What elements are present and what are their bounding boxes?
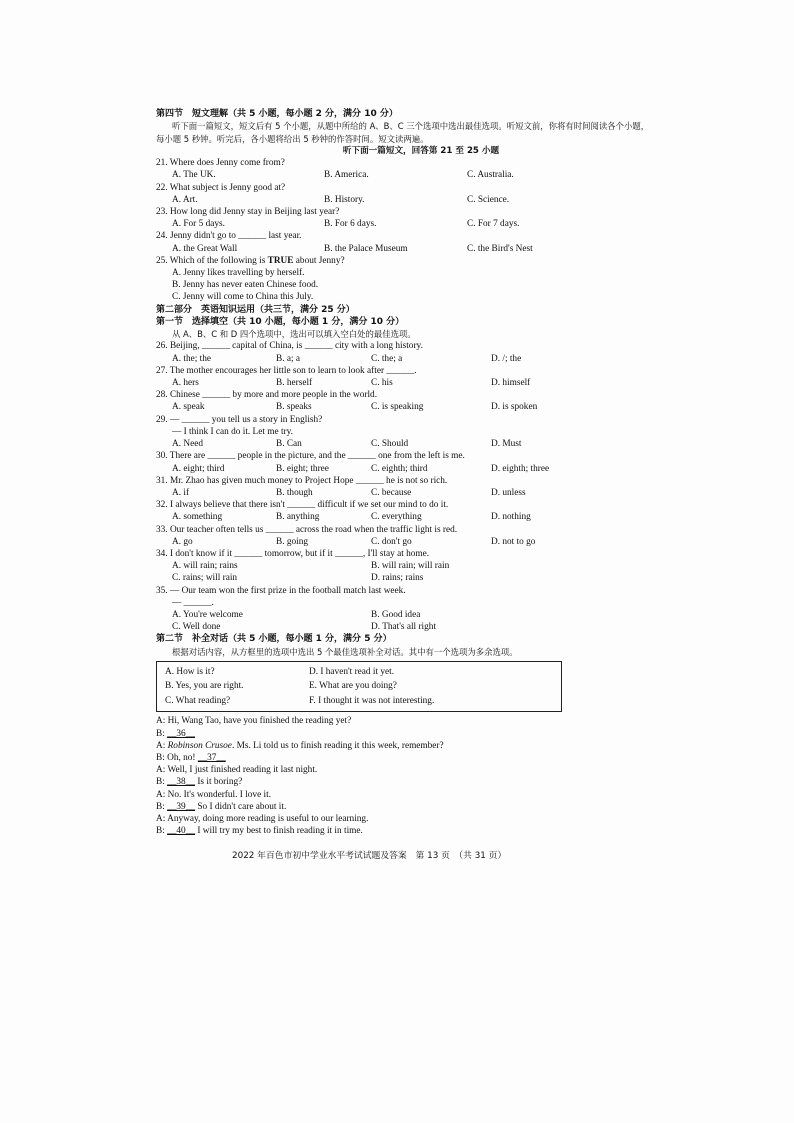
option-d: D. is spoken [491, 402, 538, 413]
option-c: C. Australia. [467, 170, 514, 181]
option-a: A. if [172, 487, 190, 498]
box-row-1 [165, 665, 553, 680]
question-34-options-cd [156, 572, 656, 584]
option-a: A. Art. [172, 194, 198, 205]
option-b: B. Jenny has never eaten Chinese food. [172, 280, 319, 291]
page-footer: 2022 年百色市初中学业水平考试试题及答案 第 13 页 （共 31 页） [232, 851, 507, 861]
question-24: 24. Jenny didn't go to ______ last year. [156, 231, 302, 242]
option-d: D. eighth; three [491, 463, 550, 474]
dialogue-line-6 [156, 776, 656, 788]
option-d: D. Must [491, 439, 522, 450]
option-d: D. /; the [491, 353, 522, 364]
option-c: C. eighth; third [371, 463, 428, 474]
blank-37: __37__ [197, 753, 226, 764]
dialogue-line-8 [156, 801, 656, 813]
option-c: C. Well done [172, 622, 221, 633]
question-28-options [156, 401, 656, 413]
box-option-d: D. I haven't read it yet. [309, 666, 395, 677]
option-c: C. is speaking [371, 402, 424, 413]
option-a: A. You're welcome [172, 609, 243, 620]
option-b: B. America. [324, 170, 369, 181]
option-d: D. nothing [491, 512, 531, 523]
speaker: B: [156, 826, 168, 837]
question-22-options [156, 194, 656, 206]
option-c: C. Should [371, 439, 409, 450]
option-c: C. the; a [371, 353, 403, 364]
option-a: A. For 5 days. [172, 219, 225, 230]
section1-heading: 第一节 选择填空（共 10 小题，每小题 1 分，满分 10 分） [156, 316, 405, 327]
dialogue-text: I will try my best to finish reading it in time. [195, 826, 363, 837]
option-a: A. Need [172, 439, 203, 450]
box-option-e: E. What are you doing? [309, 681, 397, 692]
option-b: B. a; a [276, 353, 301, 364]
option-a: A. the; the [172, 353, 211, 364]
question-21-options [156, 169, 656, 181]
question-22: 22. What subject is Jenny good at? [156, 182, 286, 193]
option-b: B. eight; three [276, 463, 329, 474]
question-23-options [156, 218, 656, 230]
option-c: C. because [371, 487, 412, 498]
option-c: C. Jenny will come to China this July. [172, 292, 314, 303]
option-a: A. speak [172, 402, 205, 413]
question-29: 29. — ______ you tell us a story in English? [156, 414, 323, 425]
option-c: C. rains; will rain [172, 573, 238, 584]
question-29-reply: — I think I can do it. Let me try. [172, 426, 293, 437]
box-row-2 [165, 679, 553, 694]
part4-heading: 第四节 短文理解（共 5 小题，每小题 2 分，满分 10 分） [156, 109, 398, 119]
option-c: C. everything [371, 512, 422, 523]
question-24-options [156, 243, 656, 255]
box-option-b: B. Yes, you are right. [165, 681, 244, 692]
option-b: B. speaks [276, 402, 312, 413]
question-31-options [156, 487, 656, 499]
box-option-a: A. How is it? [165, 666, 215, 677]
part2-heading: 第二部分 英语知识运用（共三节，满分 25 分） [156, 304, 355, 315]
dialogue-line-5: A: Well, I just finished reading it last night. [156, 765, 318, 776]
section1-intro: 从 A、B、C 和 D 四个选项中，选出可以填入空白处的最佳选项。 [172, 329, 416, 340]
option-c: C. don't go [371, 536, 412, 547]
question-23: 23. How long did Jenny stay in Beijing last year? [156, 207, 340, 218]
question-28: 28. Chinese ______ by more and more people in the world. [156, 390, 378, 401]
option-b: B. anything [276, 512, 320, 523]
option-a: A. The UK. [172, 170, 216, 181]
option-d: D. himself [491, 378, 531, 389]
option-b: B. herself [276, 378, 313, 389]
speaker: B: [156, 728, 168, 739]
option-c: C. the Bird's Nest [467, 243, 533, 254]
option-a: A. something [172, 512, 223, 523]
question-35: 35. — Our team won the first prize in the football match last week. [156, 585, 406, 596]
question-35-options-ab [156, 609, 656, 621]
dialogue-text: B: Oh, no! [156, 753, 198, 764]
dialogue-line-4 [156, 752, 656, 764]
question-31: 31. Mr. Zhao has given much money to Project Hope ______ he is not so rich. [156, 475, 448, 486]
option-a: A. will rain; rains [172, 561, 238, 572]
part4-passage-title: 听下面一篇短文，回答第 21 至 25 小题 [342, 146, 500, 157]
question-33: 33. Our teacher often tells us ______ across the road when the traffic light is red. [156, 524, 458, 535]
blank-40: __40__ [167, 826, 195, 837]
option-b: B. History. [324, 194, 365, 205]
option-a: A. the Great Wall [172, 243, 238, 254]
dialogue-text: Is it boring? [195, 777, 243, 788]
option-b: B. For 6 days. [324, 219, 377, 230]
dialogue-line-1: A: Hi, Wang Tao, have you finished the reading yet? [156, 716, 352, 727]
question-33-options [156, 536, 656, 548]
question-29-options [156, 438, 656, 450]
dialogue-line-9: A: Anyway, doing more reading is useful to our learning. [156, 814, 369, 825]
book-title: Robinson Crusoe [167, 740, 232, 751]
question-34-options-ab [156, 560, 656, 572]
option-b: B. going [276, 536, 309, 547]
box-option-f: F. I thought it was not interesting. [309, 695, 435, 706]
option-b: B. Good idea [371, 609, 421, 620]
question-34: 34. I don't know if it ______ tomorrow, but if it ______, I'll stay at home. [156, 548, 430, 559]
option-a: A. hers [172, 378, 199, 389]
box-option-c: C. What reading? [165, 695, 231, 706]
option-b: B. though [276, 487, 313, 498]
speaker: A: [156, 740, 168, 751]
option-b: B. the Palace Museum [324, 243, 408, 254]
speaker: B: [156, 801, 168, 812]
option-a: A. Jenny likes travelling by herself. [172, 268, 305, 279]
question-30: 30. There are ______ people in the picture, and the ______ one from the left is me. [156, 451, 465, 462]
section2-intro: 根据对话内容，从方框里的选项中选出 5 个最佳选项补全对话。其中有一个选项为多余选项。 [172, 646, 518, 657]
question-35-reply: — ______. [172, 597, 214, 608]
exam-content [156, 108, 656, 837]
speaker: B: [156, 777, 168, 788]
question-35-options-cd [156, 621, 656, 633]
question-26: 26. Beijing, ______ capital of China, is ______ city with a long history. [156, 341, 423, 352]
option-b: B. will rain; will rain [371, 561, 450, 572]
option-b: B. Can [276, 439, 302, 450]
option-d: D. not to go [491, 536, 536, 547]
options-box [156, 661, 562, 713]
option-a: A. go [172, 536, 193, 547]
question-32-options [156, 511, 656, 523]
box-row-3 [165, 694, 553, 709]
dialogue-line-2 [156, 728, 656, 740]
question-21: 21. Where does Jenny come from? [156, 158, 285, 169]
question-25-text-pre: 25. Which of the following is [156, 255, 268, 266]
blank-36: __36__ [167, 728, 195, 739]
dialogue-text: . Ms. Li told us to finish reading it this week, remember? [231, 740, 444, 751]
dialogue-line-10 [156, 825, 656, 837]
question-27: 27. The mother encourages her little son to learn to look after ______. [156, 365, 417, 376]
question-25-text-post: about Jenny? [293, 255, 345, 266]
option-c: C. Science. [467, 194, 510, 205]
blank-38: __38__ [167, 777, 195, 788]
dialogue-line-7: A: No. It's wonderful. I love it. [156, 789, 272, 800]
dialogue-text: So I didn't care about it. [195, 801, 287, 812]
option-c: C. For 7 days. [467, 219, 520, 230]
option-d: D. unless [491, 487, 526, 498]
question-32: 32. I always believe that there isn't ______ difficult if we set our mind to do it. [156, 500, 449, 511]
dialogue-line-3 [156, 740, 656, 752]
option-c: C. his [371, 378, 393, 389]
question-25-text-bold: TRUE [267, 255, 294, 266]
question-27-options [156, 377, 656, 389]
question-30-options [156, 463, 656, 475]
question-25 [156, 255, 656, 267]
section2-heading: 第二节 补全对话（共 5 小题，每小题 1 分，满分 5 分） [156, 634, 392, 645]
option-d: D. That's all right [371, 622, 437, 633]
option-d: D. rains; rains [371, 573, 424, 584]
blank-39: __39__ [167, 801, 195, 812]
part4-intro: 听下面一篇短文，短文后有 5 个小题，从题中所给的 A、B、C 三个选项中选出最佳选项。听短文前，你将有时间阅读各个小题，每小题 5 秒钟。听完后，各小题将给出 5 秒钟的作答时间。短文读两遍。 [156, 121, 650, 144]
question-26-options [156, 353, 656, 365]
option-a: A. eight; third [172, 463, 225, 474]
